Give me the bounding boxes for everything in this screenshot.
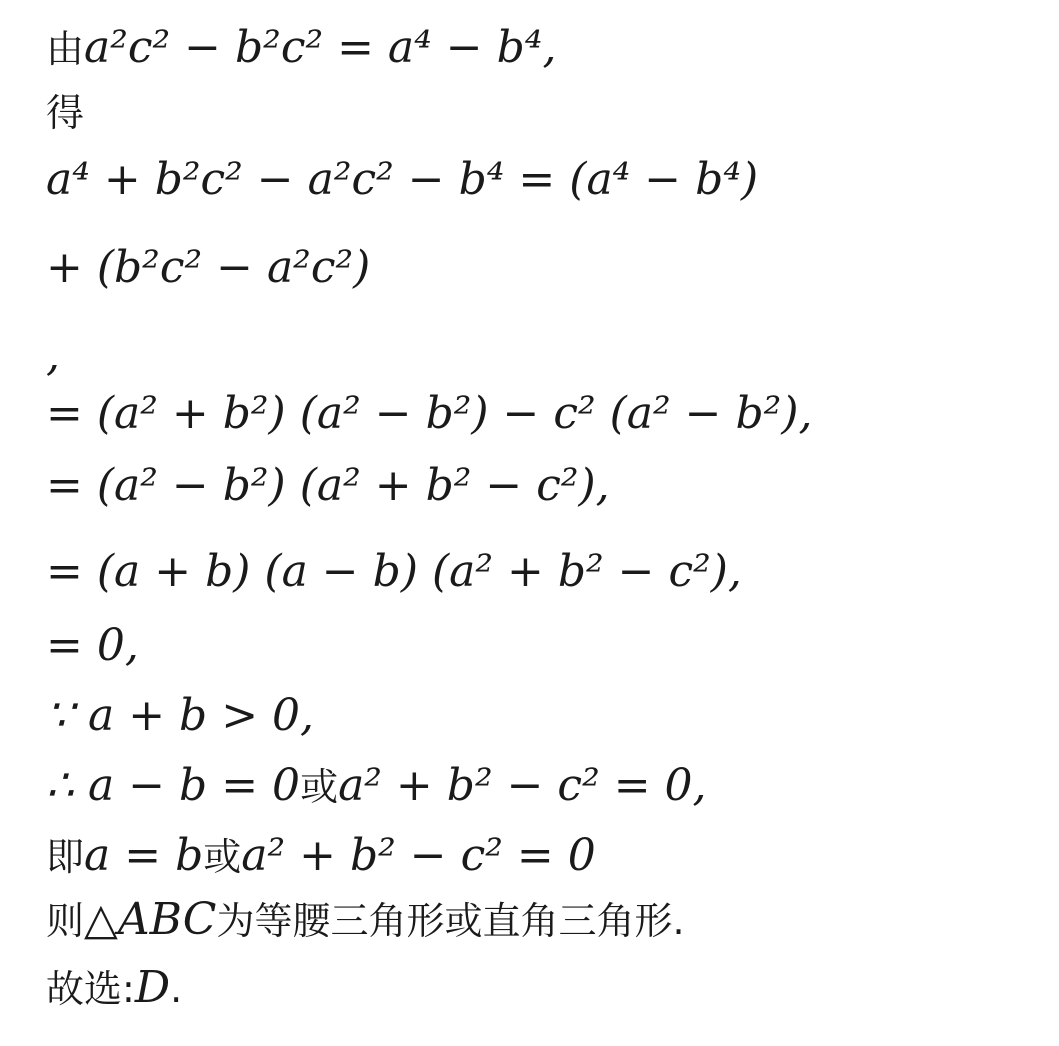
chinese-text: 为等腰三角形或直角三角形. <box>216 899 685 943</box>
math-expression: a⁴ + b²c² − a²c² − b⁴ = (a⁴ − b⁴) <box>46 154 759 205</box>
math-expression: a²c² − b²c² = a⁴ − b⁴, <box>84 22 557 73</box>
math-expression: ∴ a − b = 0 <box>46 760 301 811</box>
solution-line <box>46 894 685 945</box>
solution-line <box>46 330 60 381</box>
math-expression: a² + b² − c² = 0, <box>338 760 707 811</box>
math-expression: △ <box>84 894 118 945</box>
solution-line <box>46 760 707 811</box>
chinese-text: 由 <box>46 27 85 71</box>
chinese-text: 即 <box>46 835 85 879</box>
chinese-text: 或 <box>203 835 242 879</box>
math-expression: D <box>134 962 171 1013</box>
solution-line <box>46 388 813 439</box>
chinese-text: 或 <box>300 765 339 809</box>
chinese-text: 则 <box>46 899 85 943</box>
solution-line <box>46 546 742 597</box>
solution-line <box>46 962 183 1013</box>
math-expression: , <box>46 330 60 381</box>
math-expression: = (a² − b²) (a² + b² − c²), <box>46 460 610 511</box>
math-expression: = (a + b) (a − b) (a² + b² − c²), <box>46 546 742 597</box>
solution-line <box>46 620 139 671</box>
math-expression: ∵ a + b > 0, <box>46 690 315 741</box>
math-expression: ABC <box>117 894 217 945</box>
chinese-text: 故选: <box>46 967 135 1011</box>
chinese-text: . <box>170 967 183 1011</box>
solution-line <box>46 690 315 741</box>
solution-line <box>46 154 759 205</box>
math-expression: = 0, <box>46 620 139 671</box>
solution-line <box>46 22 557 73</box>
solution-line <box>46 242 371 293</box>
solution-line <box>46 830 596 881</box>
math-expression: = (a² + b²) (a² − b²) − c² (a² − b²), <box>46 388 813 439</box>
solution-line <box>46 90 84 134</box>
math-expression: a = b <box>84 830 204 881</box>
math-expression: + (b²c² − a²c²) <box>46 242 371 293</box>
solution-line <box>46 460 610 511</box>
math-expression: a² + b² − c² = 0 <box>241 830 596 881</box>
chinese-text: 得 <box>46 91 85 135</box>
